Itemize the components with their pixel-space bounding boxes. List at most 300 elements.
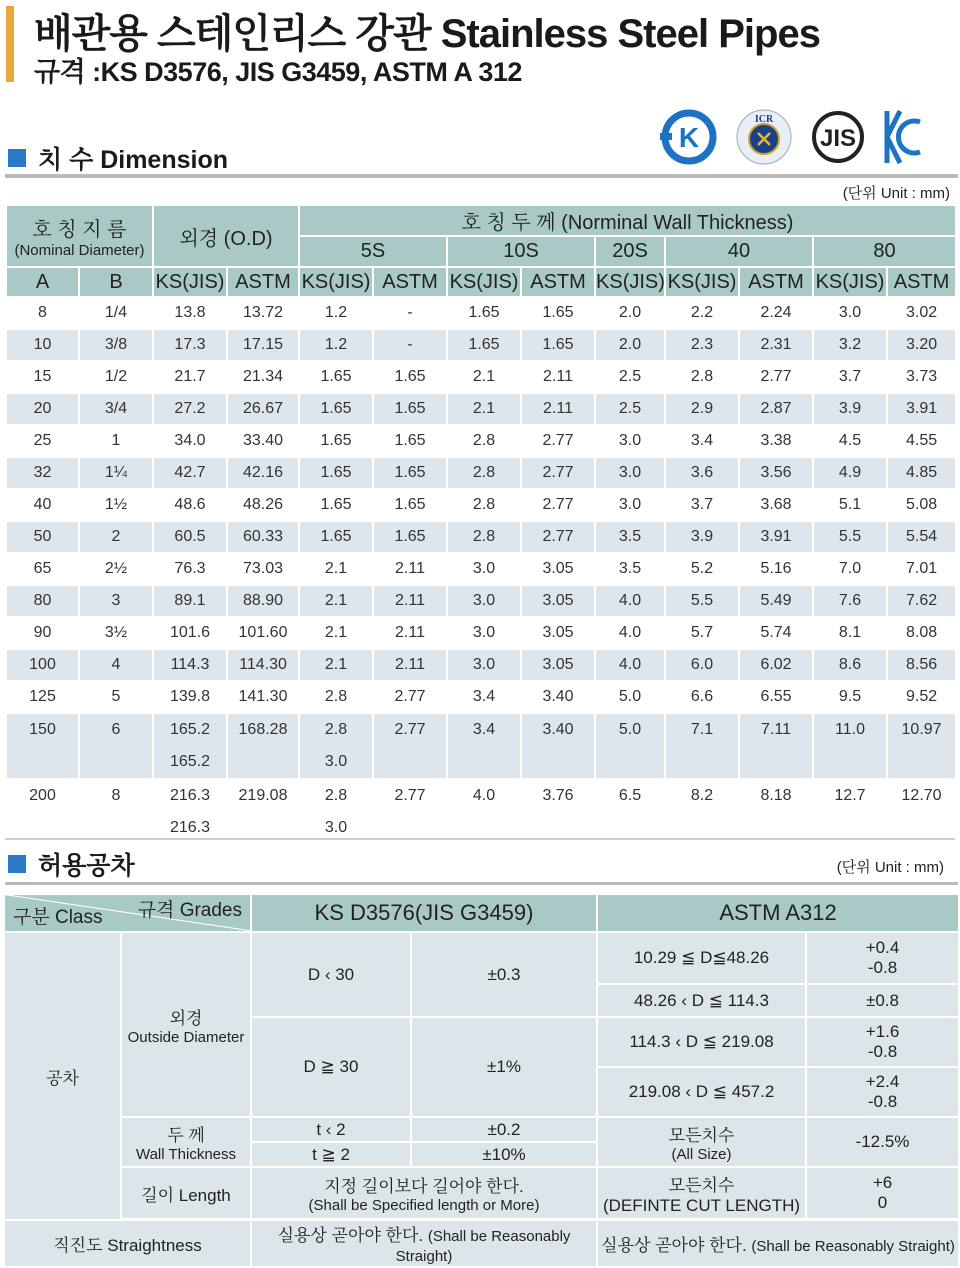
table-row — [6, 521, 956, 553]
table-cell — [665, 297, 739, 329]
table-cell — [887, 457, 956, 489]
cell-value: 65 — [33, 560, 52, 577]
table-cell — [299, 779, 373, 845]
table-cell — [521, 425, 595, 457]
cell-value: 2.0 — [618, 336, 642, 353]
table-cell — [227, 329, 299, 361]
cell-value: 5.5 — [838, 528, 862, 545]
cell-value: 2.1 — [324, 656, 348, 673]
table-cell — [299, 649, 373, 681]
tol-minus: -0.8 — [867, 1092, 898, 1111]
od-label — [121, 932, 251, 1117]
cell-value: 2.1 — [472, 368, 496, 385]
cell-value: 3.56 — [760, 464, 792, 481]
table-cell — [299, 425, 373, 457]
table-cell — [887, 553, 956, 585]
table-row — [6, 297, 956, 329]
table-cell — [665, 617, 739, 649]
cell-value: 2.1 — [324, 560, 348, 577]
cell-value: 3.91 — [905, 400, 938, 417]
od-label-en: Outside Diameter — [127, 1028, 245, 1046]
cell-value: 3.05 — [542, 592, 574, 609]
cell-value: 8.18 — [760, 787, 792, 804]
cell-value: 5.0 — [618, 721, 642, 738]
table-cell — [595, 553, 665, 585]
cell-value: 5.54 — [905, 528, 938, 545]
cell-value: 165.2 — [169, 753, 211, 770]
cell-value: 1.65 — [320, 496, 352, 513]
table-cell — [813, 361, 887, 393]
cell-value: 3.0 — [472, 656, 496, 673]
cell-value: 2.5 — [618, 368, 642, 385]
table-cell — [739, 457, 813, 489]
table-cell — [665, 553, 739, 585]
cell-value: 4.5 — [838, 432, 862, 449]
cell-value: 8.1 — [838, 624, 862, 641]
svg-text:JIS: JIS — [819, 125, 857, 152]
jis-logo-icon — [810, 109, 866, 165]
table-cell — [6, 779, 79, 845]
cell-value: 2.77 — [760, 368, 792, 385]
table-cell — [153, 425, 227, 457]
ks-od-range: D ≧ 30 — [251, 1017, 411, 1117]
cell-value: 9.5 — [838, 688, 862, 705]
column-header: ASTM — [521, 267, 595, 297]
table-cell — [79, 425, 153, 457]
astm-od-range: 219.08 ‹ D ≦ 457.2 — [597, 1067, 806, 1117]
astm-header: ASTM A312 — [597, 894, 959, 932]
cell-value: 5.08 — [905, 496, 938, 513]
table-cell — [813, 425, 887, 457]
cell-value: 2.11 — [395, 624, 425, 641]
table-cell — [887, 425, 956, 457]
cell-value: 2.9 — [690, 400, 714, 417]
icr-logo-icon — [736, 109, 792, 165]
cell-value: 6 — [111, 721, 121, 738]
table-cell — [739, 329, 813, 361]
cell-value: 4.0 — [618, 592, 642, 609]
astm-straightness-en: (Shall be Reasonably Straight) — [751, 1238, 955, 1255]
od-header: 외경 (O.D) — [153, 205, 299, 267]
table-cell — [887, 393, 956, 425]
table-cell — [887, 649, 956, 681]
table-cell — [595, 585, 665, 617]
cell-value: 11.0 — [835, 721, 865, 738]
table-cell — [227, 489, 299, 521]
schedule-20s-header: 20S — [595, 236, 665, 267]
astm-straightness-ko: 실용상 곧아야 한다. — [601, 1236, 747, 1255]
cell-value: 3.9 — [690, 528, 714, 545]
cell-value: 1 — [111, 432, 121, 449]
cell-value: 7.62 — [905, 592, 938, 609]
table-bottom-divider — [5, 838, 955, 840]
tolerance-section-heading — [8, 846, 135, 882]
cell-value: 1.65 — [542, 304, 574, 321]
cell-value: 1.65 — [394, 528, 426, 545]
cell-value: 48.26 — [242, 496, 284, 513]
table-cell — [373, 681, 447, 713]
table-cell — [227, 521, 299, 553]
cell-value: 2.31 — [760, 336, 792, 353]
cell-value: 40 — [33, 496, 52, 513]
table-cell — [739, 617, 813, 649]
cell-value: 1.65 — [394, 496, 426, 513]
cell-value: 2.11 — [395, 656, 425, 673]
cell-value: 141.30 — [238, 688, 288, 705]
cell-value: 216.3 — [169, 819, 211, 836]
cell-value: 219.08 — [238, 787, 288, 804]
table-cell — [153, 713, 227, 779]
cell-value: 5.74 — [760, 624, 792, 641]
table-cell — [299, 457, 373, 489]
table-cell — [373, 425, 447, 457]
cell-value: 1.65 — [320, 528, 352, 545]
cell-value: 2.1 — [472, 400, 496, 417]
cell-value: 2½ — [104, 560, 128, 577]
cell-value: 90 — [33, 624, 52, 641]
cell-value: 2.87 — [760, 400, 792, 417]
cell-value: 4.0 — [618, 624, 642, 641]
cell-value: 3.0 — [838, 304, 862, 321]
cell-value: 42.16 — [242, 464, 284, 481]
table-cell — [79, 393, 153, 425]
cell-value: 4.85 — [905, 464, 938, 481]
table-cell — [373, 361, 447, 393]
cell-value: 5.5 — [690, 592, 714, 609]
cell-value: 114.3 — [170, 656, 210, 673]
table-cell — [813, 617, 887, 649]
astm-wall-range-ko: 모든치수 — [668, 1126, 735, 1145]
table-cell — [665, 489, 739, 521]
table-cell — [739, 585, 813, 617]
table-cell — [665, 713, 739, 779]
cell-value: 165.2 — [169, 721, 211, 738]
column-header: KS(JIS) — [299, 267, 373, 297]
cell-value: 5.1 — [838, 496, 862, 513]
cell-value: 3/4 — [104, 400, 128, 417]
ks-length-en: (Shall be Specified length or More) — [308, 1197, 540, 1214]
cell-value: 1.65 — [320, 400, 352, 417]
table-cell — [887, 521, 956, 553]
cell-value: 5.0 — [618, 688, 642, 705]
table-cell — [79, 585, 153, 617]
cell-value: - — [407, 336, 413, 353]
column-header: ASTM — [887, 267, 956, 297]
cell-value: 1.65 — [394, 368, 426, 385]
table-cell — [887, 779, 956, 845]
table-cell — [79, 489, 153, 521]
od-label-ko: 외경 — [169, 1008, 203, 1028]
table-cell — [6, 617, 79, 649]
cell-value: 2.11 — [395, 560, 425, 577]
table-cell — [6, 425, 79, 457]
ks-wall-tol: ±10% — [411, 1142, 597, 1167]
cell-value: 3.05 — [542, 624, 574, 641]
table-cell — [227, 361, 299, 393]
table-cell — [521, 553, 595, 585]
cell-value: 2.1 — [324, 592, 348, 609]
cell-value: 60.33 — [242, 528, 284, 545]
table-cell — [299, 553, 373, 585]
ks-od-tol: ±1% — [411, 1017, 597, 1117]
kc-logo-icon — [884, 108, 924, 166]
cell-value: 9.52 — [905, 688, 938, 705]
table-cell — [153, 393, 227, 425]
table-row — [6, 779, 956, 845]
table-cell — [6, 713, 79, 779]
cell-value: 114.30 — [239, 656, 287, 673]
cell-value: 200 — [29, 787, 56, 804]
cell-value: 6.02 — [760, 656, 792, 673]
length-label: 길이 Length — [121, 1167, 251, 1219]
table-cell — [887, 361, 956, 393]
table-cell — [153, 553, 227, 585]
table-cell — [595, 297, 665, 329]
section-marker — [8, 149, 26, 167]
cell-value: 15 — [33, 368, 52, 385]
table-cell — [153, 489, 227, 521]
schedule-10s-header: 10S — [447, 236, 595, 267]
tol-plus: +0.4 — [865, 938, 900, 957]
table-cell — [739, 297, 813, 329]
table-cell — [79, 553, 153, 585]
table-cell — [373, 779, 447, 845]
table-cell — [813, 521, 887, 553]
table-cell — [79, 457, 153, 489]
table-cell — [521, 713, 595, 779]
table-row — [6, 649, 956, 681]
table-cell — [299, 585, 373, 617]
astm-length-range-ko: 모든치수 — [668, 1175, 735, 1195]
table-cell — [739, 779, 813, 845]
table-cell — [665, 425, 739, 457]
table-cell — [6, 521, 79, 553]
cell-value: 1/2 — [104, 368, 128, 385]
section-marker — [8, 855, 26, 873]
table-cell — [521, 649, 595, 681]
table-cell — [299, 617, 373, 649]
table-cell — [6, 393, 79, 425]
table-cell — [887, 297, 956, 329]
table-cell — [79, 713, 153, 779]
table-cell — [521, 521, 595, 553]
cell-value: - — [407, 304, 413, 321]
tol-minus: -0.8 — [867, 1042, 898, 1061]
cell-value: 7.1 — [690, 721, 714, 738]
table-cell — [153, 585, 227, 617]
section-divider — [5, 174, 958, 178]
cell-value: 26.67 — [242, 400, 284, 417]
cell-value: 80 — [33, 592, 52, 609]
table-cell — [153, 521, 227, 553]
table-cell — [6, 681, 79, 713]
certification-logos — [660, 108, 924, 166]
table-cell — [299, 361, 373, 393]
table-cell — [447, 681, 521, 713]
table-cell — [521, 297, 595, 329]
table-cell — [447, 713, 521, 779]
table-cell — [665, 457, 739, 489]
table-cell — [299, 713, 373, 779]
table-cell — [299, 681, 373, 713]
table-cell — [79, 779, 153, 845]
cell-value: 3.02 — [905, 304, 938, 321]
cell-value: 101.6 — [169, 624, 211, 641]
table-cell — [739, 681, 813, 713]
cell-value: 1.2 — [324, 336, 348, 353]
cell-value: 60.5 — [174, 528, 206, 545]
table-cell — [447, 521, 521, 553]
tolerance-section-title: 허용공차 — [38, 852, 135, 880]
astm-od-tol — [806, 1067, 959, 1117]
cell-value: 25 — [33, 432, 52, 449]
table-row — [6, 681, 956, 713]
table-cell — [153, 617, 227, 649]
cell-value: 1.65 — [394, 432, 426, 449]
cell-value: 1¼ — [104, 464, 128, 481]
cell-value: 4.0 — [618, 656, 642, 673]
ks-length-ko: 지정 길이보다 길어야 한다. — [324, 1177, 524, 1196]
ks-length — [251, 1167, 597, 1219]
cell-value: 2 — [111, 528, 121, 545]
astm-od-tol — [806, 932, 959, 984]
cell-value: 2.5 — [618, 400, 642, 417]
table-cell — [813, 393, 887, 425]
straightness-label: 직진도 Straightness — [4, 1220, 251, 1267]
cell-value: 5.2 — [690, 560, 714, 577]
cell-value: 2.8 — [690, 368, 714, 385]
cell-value: 2.77 — [542, 432, 574, 449]
table-cell — [299, 489, 373, 521]
cell-value: 1.65 — [468, 304, 500, 321]
cell-value: 32 — [33, 464, 52, 481]
cell-value: 2.11 — [543, 400, 573, 417]
cell-value: 1.65 — [394, 400, 426, 417]
tol-plus: +2.4 — [865, 1072, 900, 1091]
table-cell — [665, 779, 739, 845]
cell-value: 3.4 — [690, 432, 714, 449]
table-row — [6, 425, 956, 457]
cell-value: 101.60 — [238, 624, 288, 641]
ks-straightness — [251, 1220, 597, 1267]
title-accent-bar — [6, 6, 14, 82]
cell-value: 2.8 — [324, 721, 348, 738]
cell-value: 2.8 — [324, 688, 348, 705]
table-row — [6, 489, 956, 521]
table-cell — [595, 425, 665, 457]
cell-value: 2.77 — [394, 688, 426, 705]
table-cell — [665, 361, 739, 393]
table-cell — [739, 713, 813, 779]
table-row — [6, 393, 956, 425]
cell-value: 4.0 — [472, 787, 496, 804]
table-cell — [227, 585, 299, 617]
column-header: B — [79, 267, 153, 297]
cell-value: 6.0 — [690, 656, 714, 673]
table-cell — [6, 457, 79, 489]
cell-value: 13.72 — [242, 304, 284, 321]
table-cell — [447, 361, 521, 393]
table-cell — [79, 521, 153, 553]
cell-value: 7.0 — [838, 560, 862, 577]
table-cell — [227, 617, 299, 649]
ks-wall-tol: ±0.2 — [411, 1117, 597, 1142]
grades-label: 규격 Grades — [137, 900, 242, 921]
cell-value: 3.4 — [472, 721, 496, 738]
cell-value: 2.77 — [394, 721, 426, 738]
cell-value: 17.15 — [242, 336, 284, 353]
astm-od-range: 48.26 ‹ D ≦ 114.3 — [597, 984, 806, 1017]
cell-value: 13.8 — [174, 304, 206, 321]
cell-value: 21.7 — [174, 368, 206, 385]
cell-value: 3.38 — [760, 432, 792, 449]
ks-logo-icon — [660, 108, 718, 166]
cell-value: 2.2 — [690, 304, 714, 321]
table-cell — [227, 553, 299, 585]
table-cell — [227, 681, 299, 713]
table-cell — [521, 489, 595, 521]
cell-value: 12.70 — [901, 787, 942, 804]
cell-value: 1.65 — [542, 336, 574, 353]
table-cell — [813, 489, 887, 521]
table-cell — [595, 617, 665, 649]
table-cell — [79, 681, 153, 713]
table-cell — [595, 521, 665, 553]
cell-value: 1/4 — [104, 304, 128, 321]
cell-value: 3.5 — [618, 560, 642, 577]
table-cell — [887, 617, 956, 649]
table-cell — [739, 425, 813, 457]
cell-value: 7.6 — [838, 592, 862, 609]
table-cell — [373, 297, 447, 329]
table-cell — [447, 617, 521, 649]
cell-value: 42.7 — [174, 464, 206, 481]
table-cell — [153, 297, 227, 329]
table-cell — [373, 553, 447, 585]
table-cell — [227, 393, 299, 425]
table-cell — [153, 681, 227, 713]
cell-value: 7.01 — [905, 560, 938, 577]
cell-value: 3.0 — [472, 560, 496, 577]
cell-value: 1.65 — [468, 336, 500, 353]
ks-wall-range: t ‹ 2 — [251, 1117, 411, 1142]
table-cell — [299, 393, 373, 425]
table-cell — [447, 649, 521, 681]
table-cell — [227, 713, 299, 779]
table-cell — [665, 681, 739, 713]
cell-value: 1½ — [104, 496, 128, 513]
page-title: 배관용 스테인리스 강관 Stainless Steel Pipes — [34, 12, 820, 56]
column-header: KS(JIS) — [665, 267, 739, 297]
astm-length-range — [597, 1167, 806, 1219]
table-cell — [887, 329, 956, 361]
cell-value: 73.03 — [242, 560, 284, 577]
table-cell — [739, 489, 813, 521]
table-cell — [887, 681, 956, 713]
cell-value: 216.3 — [169, 787, 211, 804]
column-header: KS(JIS) — [595, 267, 665, 297]
cell-value: 89.1 — [174, 592, 206, 609]
table-cell — [447, 489, 521, 521]
table-cell — [6, 297, 79, 329]
cell-value: 3.76 — [542, 787, 574, 804]
table-cell — [521, 457, 595, 489]
class-grades-header — [4, 894, 251, 932]
cell-value: 3.0 — [618, 496, 642, 513]
table-cell — [813, 297, 887, 329]
astm-od-range: 10.29 ≦ D≦48.26 — [597, 932, 806, 984]
cell-value: 6.55 — [760, 688, 792, 705]
